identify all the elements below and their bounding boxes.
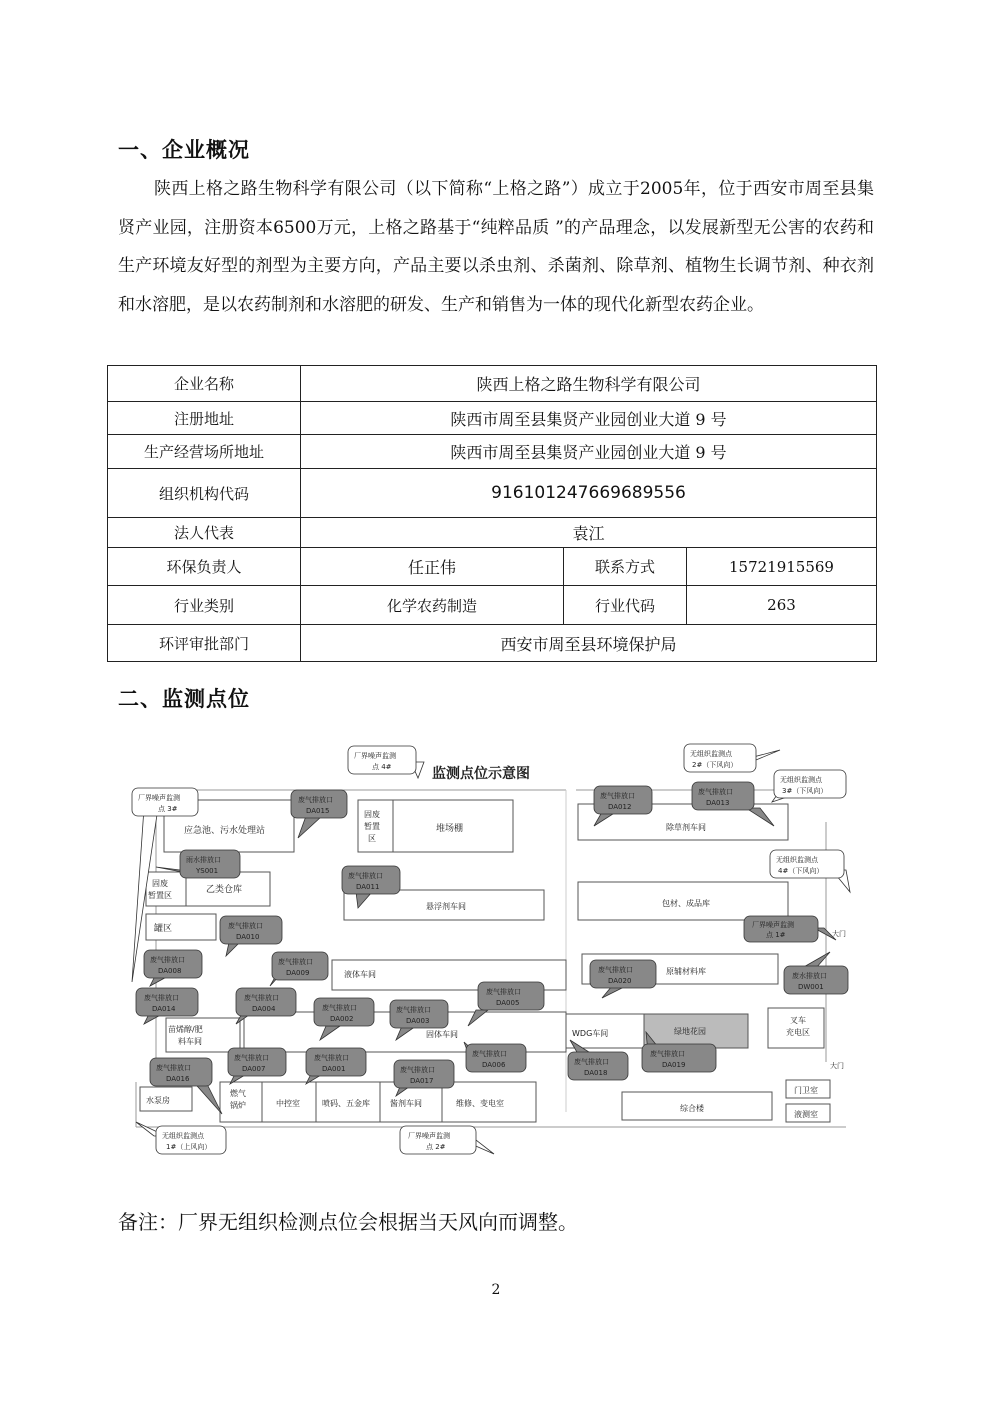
- label-brewing: 酱剂车间: [390, 1099, 422, 1108]
- label-hardware: 喷码、五金库: [322, 1099, 370, 1108]
- callout-text: DA015: [306, 807, 330, 815]
- operating-address-value: 陕西市周至县集贤产业园创业大道 9 号: [301, 435, 877, 469]
- callout-text: DA009: [286, 969, 310, 977]
- callout-text: DA018: [584, 1069, 608, 1077]
- callout-text: 废气排放口: [472, 1050, 507, 1058]
- contact-value: 15721915569: [687, 548, 877, 586]
- label-repair: 维修、变电室: [456, 1099, 504, 1108]
- callout-text: DA016: [166, 1075, 190, 1083]
- label-material-shed: 堆场棚: [436, 824, 464, 834]
- callout-text: DA019: [662, 1061, 686, 1069]
- callout-text: DA001: [322, 1065, 346, 1073]
- callout-text: 点 4#: [372, 763, 392, 771]
- noise-point-4-callout: [348, 746, 424, 778]
- label-boiler-1: 燃气: [230, 1089, 246, 1098]
- company-info-table: [107, 365, 877, 662]
- table-row: [108, 469, 877, 518]
- callout-text: 废气排放口: [244, 994, 279, 1002]
- label-boiler-2: 锅炉: [230, 1101, 246, 1110]
- section-2-title: 二、监测点位: [118, 686, 250, 711]
- table-row: [108, 366, 877, 402]
- label-gate-2: 大门: [830, 1062, 844, 1070]
- callout-text: 废气排放口: [278, 958, 313, 966]
- callout-text: 废气排放口: [396, 1006, 431, 1014]
- label-pump: 水泵房: [146, 1096, 170, 1105]
- company-name-value: 陕西上格之路生物科学有限公司: [301, 366, 877, 402]
- operating-address-label: 生产经营场所地址: [108, 435, 301, 469]
- callout-text: DA011: [356, 883, 380, 891]
- registered-address-label: 注册地址: [108, 402, 301, 435]
- contact-label: 联系方式: [564, 548, 687, 586]
- table-row: [108, 435, 877, 469]
- callout-text: 废气排放口: [650, 1050, 685, 1058]
- industry-code-value: 263: [687, 586, 877, 625]
- callout-text: 2#（下风向）: [692, 761, 738, 769]
- callout-text: 厂界噪声监测: [752, 921, 794, 929]
- callout-text: 废水排放口: [792, 972, 827, 980]
- callout-text: 废气排放口: [150, 956, 185, 964]
- callout-text: 废气排放口: [698, 788, 733, 796]
- callout-text: 废气排放口: [322, 1004, 357, 1012]
- air-point-3-callout: [772, 770, 846, 802]
- table-row: [108, 625, 877, 662]
- callout-text: 废气排放口: [598, 966, 633, 974]
- label-gate-1: 大门: [832, 930, 846, 938]
- label-solid-waste-1: 固废: [364, 810, 380, 819]
- callout-text: 无组织监测点: [162, 1132, 204, 1140]
- callout-text: 废气排放口: [298, 796, 333, 804]
- legal-rep-label: 法人代表: [108, 518, 301, 548]
- company-intro-paragraph: 陕西上格之路生物科学有限公司（以下简称“上格之路”）成立于2005年，位于西安市周至县集贤产业园，注册资本6500万元，上格之路基于“纯粹品质 ”的产品理念，以发展新型无公害的农药和生产环境友好型的剂型为主要方向，产品主要以杀虫剂、杀菌剂、除草剂、植物生长调节剂、种衣剂和水溶肥，是以农药制剂和水溶肥的研发、生产和销售为一体的现代化新型农药企业。: [118, 179, 874, 315]
- callout-text: DA006: [482, 1061, 506, 1069]
- label-suspension: 悬浮剂车间: [426, 902, 466, 911]
- label-monitor-room: 液测室: [794, 1110, 818, 1119]
- label-solid-storage-1: 固废: [152, 879, 168, 888]
- callout-text: DA013: [706, 799, 730, 807]
- env-manager-label: 环保负责人: [108, 548, 301, 586]
- callout-text: 废气排放口: [144, 994, 179, 1002]
- building-solid-storage: [146, 872, 186, 906]
- label-wdg: WDG车间: [572, 1029, 609, 1038]
- table-row: [108, 586, 877, 625]
- label-solid-waste-3: 区: [368, 834, 376, 843]
- label-office: 综合楼: [680, 1104, 704, 1113]
- label-solid-workshop: 固体车间: [426, 1030, 458, 1039]
- callout-text: DA014: [152, 1005, 176, 1013]
- table-row: [108, 402, 877, 435]
- callout-text: 无组织监测点: [780, 776, 822, 784]
- industry-code-label: 行业代码: [564, 586, 687, 625]
- label-fertilizer-1: 苗烯醇/肥: [168, 1025, 203, 1034]
- company-name-label: 企业名称: [108, 366, 301, 402]
- org-code-label: 组织机构代码: [108, 469, 301, 518]
- callout-text: 厂界噪声监测: [138, 794, 180, 802]
- callout-text: 废气排放口: [574, 1058, 609, 1066]
- building-fertilizer: [166, 1018, 240, 1052]
- callout-text: 废气排放口: [228, 922, 263, 930]
- callout-text: DA004: [252, 1005, 276, 1013]
- label-class-b: 乙类仓库: [206, 885, 243, 895]
- label-solid-storage-2: 暂置区: [148, 891, 172, 900]
- industry-label: 行业类别: [108, 586, 301, 625]
- callout-text: DA002: [330, 1015, 354, 1023]
- callout-text: DW001: [798, 983, 824, 991]
- table-row: [108, 548, 877, 586]
- label-control: 中控室: [276, 1099, 300, 1108]
- diagram-title: 监测点位示意图: [432, 766, 530, 782]
- callout-text: 废气排放口: [486, 988, 521, 996]
- callout-text: DA012: [608, 803, 632, 811]
- callout-text: 厂界噪声监测: [408, 1132, 450, 1140]
- callout-text: 1#（上风向）: [166, 1143, 212, 1151]
- page-number: 2: [491, 1282, 501, 1298]
- callout-text: 废气排放口: [156, 1064, 191, 1072]
- callout-text: DA007: [242, 1065, 266, 1073]
- org-code-value: 916101247669689556: [301, 469, 877, 518]
- callout-text: DA017: [410, 1077, 434, 1085]
- label-charging-2: 充电区: [786, 1028, 810, 1037]
- approval-value: 西安市周至县环境保护局: [301, 625, 877, 662]
- label-garden: 绿地花园: [674, 1027, 706, 1036]
- callout-text: DA020: [608, 977, 632, 985]
- approval-label: 环评审批部门: [108, 625, 301, 662]
- callout-text: 废气排放口: [348, 872, 383, 880]
- registered-address-value: 陕西市周至县集贤产业园创业大道 9 号: [301, 402, 877, 435]
- label-tank: 罐区: [154, 924, 173, 934]
- callout-text: 雨水排放口: [186, 856, 221, 864]
- label-solid-waste-2: 暂置: [364, 822, 380, 831]
- callout-text: 无组织监测点: [776, 856, 818, 864]
- label-liquid: 液体车间: [344, 970, 376, 979]
- callout-text: 3#（下风向）: [782, 787, 828, 795]
- callout-text: 厂界噪声监测: [354, 752, 396, 760]
- callout-text: 无组织监测点: [690, 750, 732, 758]
- callout-text: 废气排放口: [234, 1054, 269, 1062]
- label-guard: 门卫室: [794, 1086, 818, 1095]
- section-1-title: 一、企业概况: [118, 137, 250, 162]
- callout-text: 点 2#: [426, 1143, 446, 1151]
- callout-text: DA010: [236, 933, 260, 941]
- monitoring-points-diagram: [126, 742, 854, 1162]
- footnote: 备注：厂界无组织检测点位会根据当天风向而调整。: [118, 1210, 578, 1234]
- industry-value: 化学农药制造: [301, 586, 564, 625]
- callout-text: YS001: [196, 867, 219, 875]
- callout-text: 4#（下风向）: [778, 867, 824, 875]
- callout-text: 点 3#: [158, 805, 178, 813]
- callout-text: DA008: [158, 967, 182, 975]
- callout-text: 废气排放口: [600, 792, 635, 800]
- callout-text: DA003: [406, 1017, 430, 1025]
- legal-rep-value: 袁江: [301, 518, 877, 548]
- callout-text: 点 1#: [766, 931, 786, 939]
- callout-text: 废气排放口: [400, 1066, 435, 1074]
- callout-text: 废气排放口: [314, 1054, 349, 1062]
- label-raw-material: 原辅材料库: [666, 967, 706, 976]
- label-packaging: 包材、成品库: [662, 899, 710, 908]
- label-fertilizer-2: 料车间: [178, 1037, 202, 1046]
- da006-callout: [464, 1042, 526, 1072]
- label-emergency-pool: 应急池、污水处理站: [184, 826, 266, 836]
- table-row: [108, 518, 877, 548]
- env-manager-value: 任正伟: [301, 548, 564, 586]
- label-herbicide: 除草剂车间: [666, 823, 706, 832]
- callout-text: DA005: [496, 999, 520, 1007]
- label-charging-1: 叉车: [790, 1016, 806, 1025]
